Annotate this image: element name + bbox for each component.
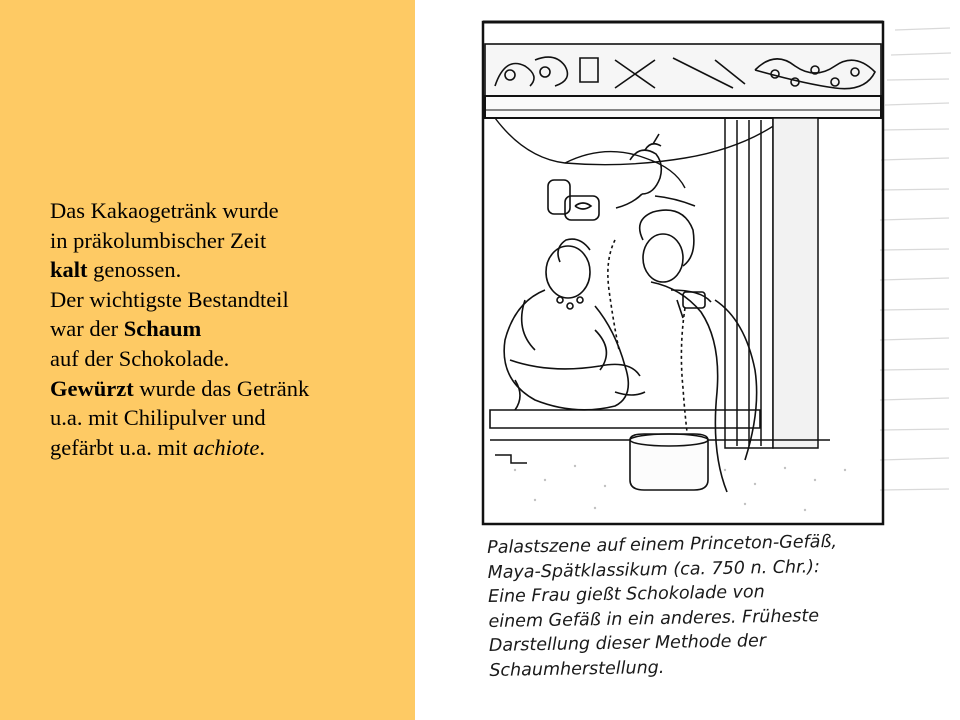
caption-line: Darstellung dieser Methode der	[488, 631, 767, 656]
standing-attendant	[616, 134, 695, 208]
curtain	[495, 118, 785, 188]
text-segment: wurde das Getränk	[133, 375, 310, 401]
text-segment: war der	[50, 316, 124, 342]
body-text-line	[50, 374, 309, 404]
text-segment: kalt	[50, 257, 88, 283]
glyph-cartouche	[548, 180, 599, 220]
column	[725, 118, 818, 448]
text-segment: Schaum	[123, 316, 202, 342]
floor-vessel	[630, 434, 708, 490]
text-segment: u.a. mit Chilipulver und	[50, 405, 266, 431]
caption-line: Maya-Spätklassikum (ca. 750 n. Chr.):	[487, 556, 821, 583]
text-segment: .	[259, 434, 265, 460]
text-segment: in präkolumbischer Zeit	[50, 227, 267, 253]
text-segment: genossen.	[87, 257, 182, 283]
body-text-line	[50, 314, 309, 344]
caption-line: einem Gefäß in ein anderes. Früheste	[488, 605, 820, 632]
illustration-caption	[487, 530, 839, 683]
text-panel	[0, 0, 415, 720]
body-text-line	[50, 196, 309, 226]
body-text-line	[50, 255, 309, 285]
body-text-line	[50, 226, 309, 256]
stair-marks	[495, 455, 527, 463]
text-segment: achiote	[193, 434, 260, 460]
text-segment: gefärbt u.a. mit	[50, 434, 194, 460]
lintel	[485, 96, 881, 118]
text-segment: auf der Schokolade.	[50, 345, 230, 371]
body-text-line	[50, 344, 309, 374]
body-text-line	[50, 403, 309, 433]
slide-body-text	[50, 196, 309, 462]
caption-line: Schaumherstellung.	[489, 657, 665, 681]
seated-figure	[504, 239, 645, 410]
text-segment: Der wichtigste Bestandteil	[50, 286, 289, 312]
top-frieze	[485, 44, 881, 96]
caption-line: Palastszene auf einem Princeton-Gefäß,	[487, 531, 838, 558]
text-segment: Gewürzt	[50, 375, 134, 401]
page-bleed-through	[880, 28, 951, 490]
text-segment: Das Kakaogetränk wurde	[50, 198, 279, 223]
body-text-line	[50, 433, 309, 463]
body-text-line	[50, 285, 309, 315]
caption-line: Eine Frau gießt Schokolade von	[487, 582, 765, 607]
